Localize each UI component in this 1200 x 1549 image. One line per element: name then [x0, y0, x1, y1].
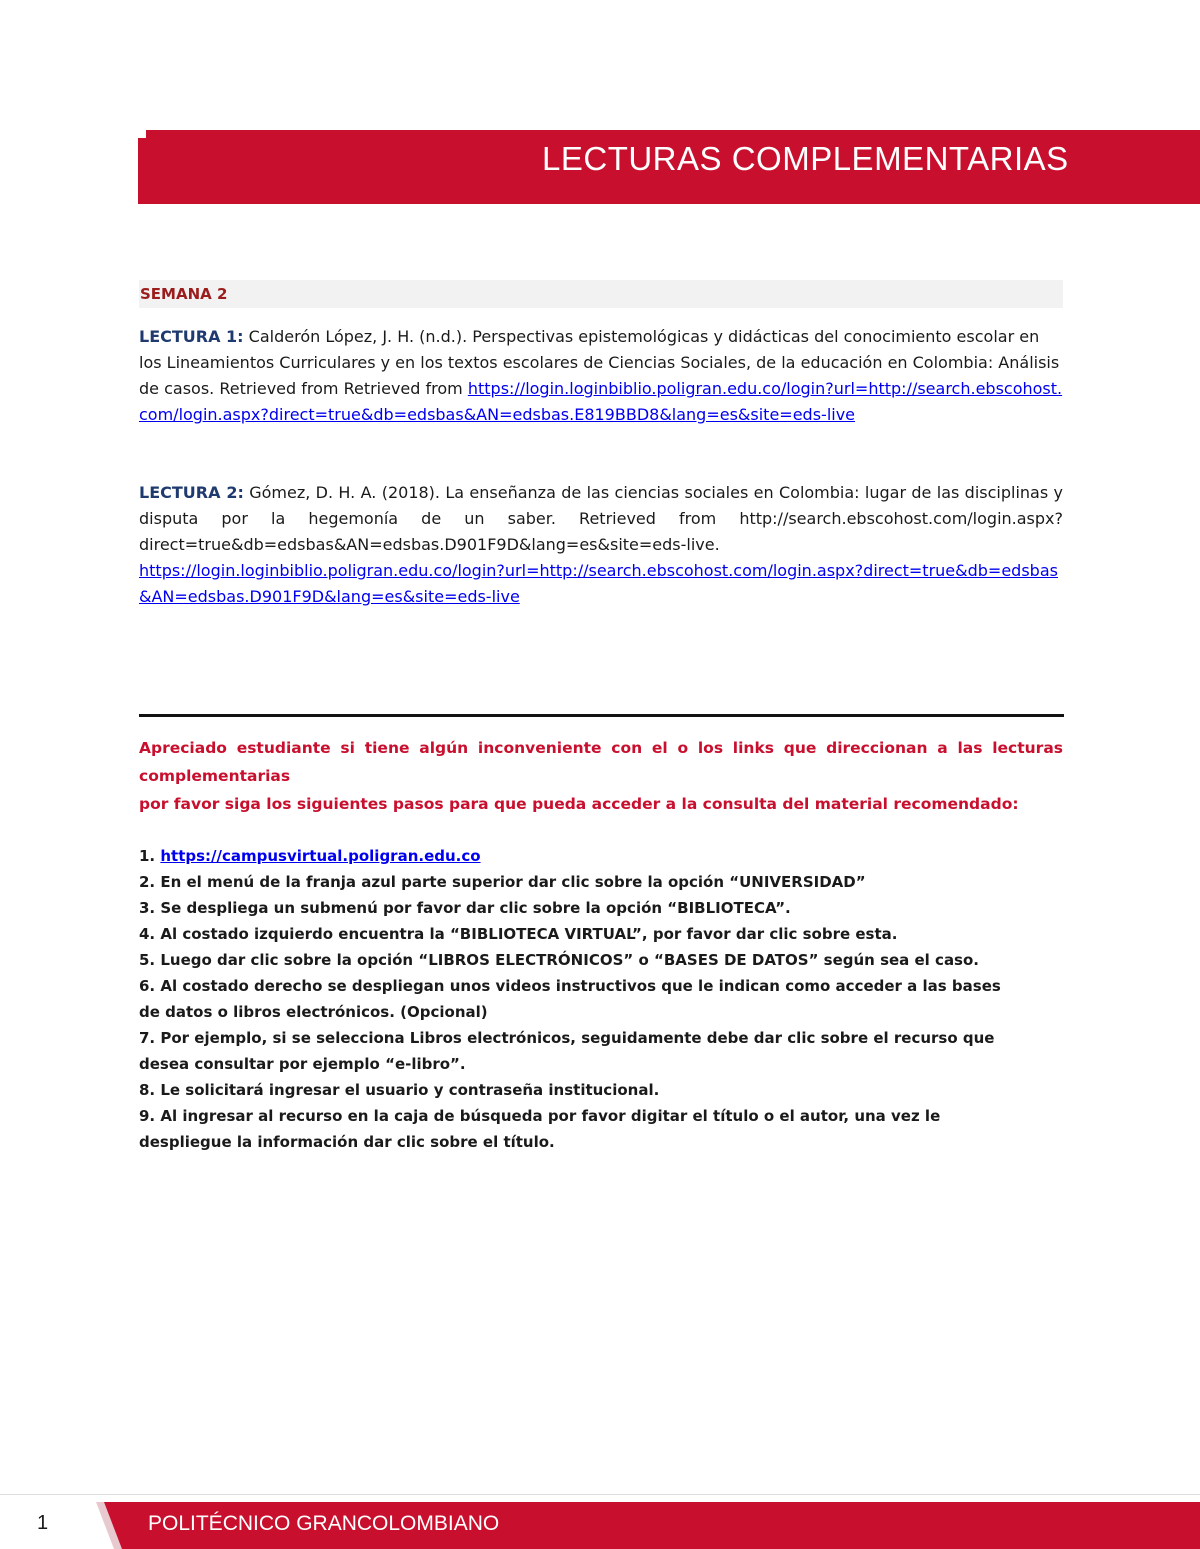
step-item: 8. Le solicitará ingresar el usuario y contraseña institucional. — [139, 1081, 660, 1099]
reading-2-citation: Gómez, D. H. A. (2018). La enseñanza de las ciencias sociales en Colombia: lugar de las disciplinas y disputa por la hegemonía de un saber. Retrieved from http://search.ebscohost.com/login.aspx?direct=true&db=edsbas&AN=edsbas.D901F9D&lang=es&site=eds-live. — [139, 483, 1064, 554]
main-content — [139, 280, 1063, 610]
reading-1-label: LECTURA 1: — [139, 327, 244, 346]
step-item: 5. Luego dar clic sobre la opción “LIBROS ELECTRÓNICOS” o “BASES DE DATOS” según sea el caso. — [139, 951, 979, 969]
step-item: 2. En el menú de la franja azul parte superior dar clic sobre la opción “UNIVERSIDAD” — [139, 873, 866, 891]
reading-1-link[interactable]: https://login.loginbiblio.poligran.edu.co/login?url=http://search.ebscohost.com/login.aspx?direct=true&db=edsbas&AN=edsbas.E819BBD8&lang=es&site=eds-live — [139, 379, 1063, 424]
step-item: 3. Se despliega un submenú por favor dar clic sobre la opción “BIBLIOTECA”. — [139, 899, 791, 917]
step-item: 9. Al ingresar al recurso en la caja de búsqueda por favor digitar el título o el autor, una vez le despliegue la información dar clic sobre el título. — [139, 1107, 941, 1151]
page-title: LECTURAS COMPLEMENTARIAS — [542, 140, 1069, 177]
step-item — [139, 843, 1009, 869]
reading-1-citation: Calderón López, J. H. (n.d.). Perspectivas epistemológicas y didácticas del conocimiento escolar en los Lineamientos Curriculares y en los textos escolares de Ciencias Sociales, de la educación en Colombia: Análisis de casos. Retrieved from Retrieved from — [139, 327, 1060, 398]
step-item: 6. Al costado derecho se despliegan unos videos instructivos que le indican como acceder a las bases de datos o libros electrónicos. (Opcional) — [139, 977, 1001, 1021]
step-item: 4. Al costado izquierdo encuentra la “BIBLIOTECA VIRTUAL”, por favor dar clic sobre esta. — [139, 925, 898, 943]
reading-1 — [139, 324, 1063, 428]
notice-line-2: por favor siga los siguientes pasos para que pueda acceder a la consulta del material recomendado: — [139, 795, 1019, 813]
reading-2-label: LECTURA 2: — [139, 483, 244, 502]
step-item: 7. Por ejemplo, si se selecciona Libros electrónicos, seguidamente debe dar clic sobre el recurso que desea consultar por ejemplo “e-libro”. — [139, 1029, 995, 1073]
reading-2 — [139, 480, 1063, 610]
reading-2-link[interactable]: https://login.loginbiblio.poligran.edu.co/login?url=http://search.ebscohost.com/login.aspx?direct=true&db=edsbas&AN=edsbas.D901F9D&lang=es&site=eds-live — [139, 561, 1058, 606]
page-number: 1 — [37, 1512, 49, 1534]
student-notice — [139, 734, 1063, 818]
access-steps-list — [139, 843, 1009, 1155]
section-divider — [139, 714, 1064, 717]
campus-virtual-link[interactable]: https://campusvirtual.poligran.edu.co — [160, 847, 481, 865]
footer-brand: POLITÉCNICO GRANCOLOMBIANO — [148, 1512, 500, 1535]
step-1-number: 1. — [139, 847, 161, 865]
notice-line-1: Apreciado estudiante si tiene algún inconveniente con el o los links que direccionan a las lecturas complementarias — [139, 739, 1063, 785]
footer-separator — [0, 1494, 1200, 1495]
week-heading: SEMANA 2 — [139, 280, 1063, 308]
